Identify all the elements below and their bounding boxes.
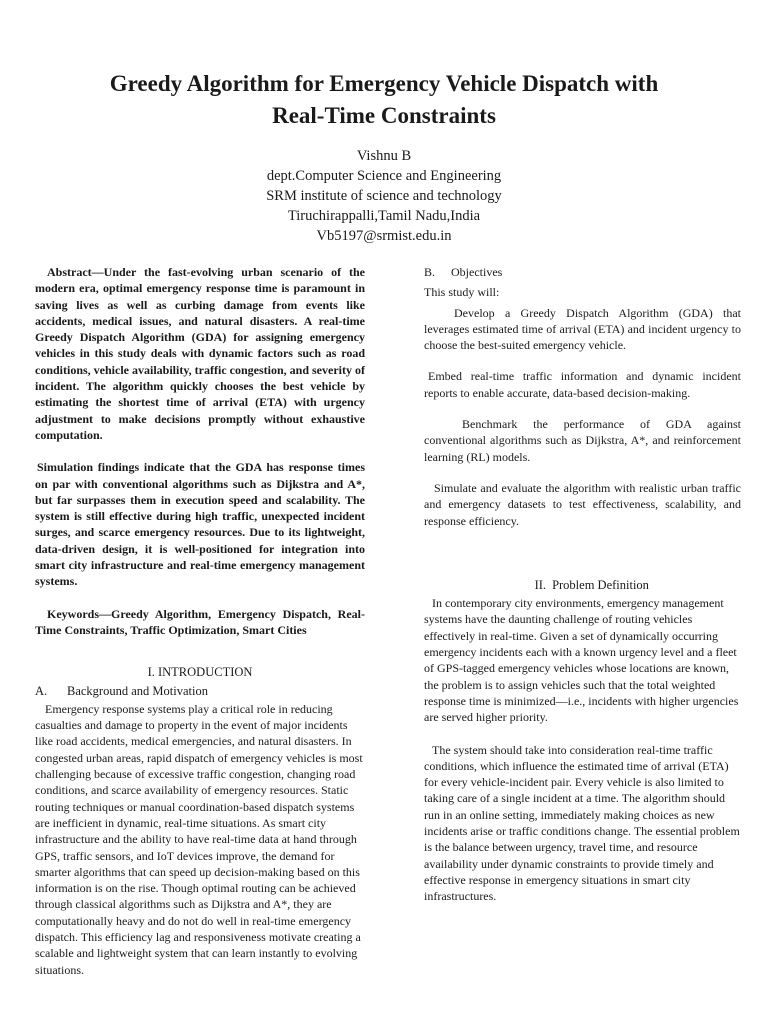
objective-item: Develop a Greedy Dispatch Algorithm (GDA) that leverages estimated time of arrival (ETA) and incident urgency to choose the best-suited emergency vehicle. [424, 305, 741, 353]
title-line-1: Greedy Algorithm for Emergency Vehicle Dispatch with [109, 71, 659, 96]
author-block [0, 146, 768, 246]
section-title: Problem Definition [552, 577, 649, 592]
left-column [35, 264, 365, 978]
objective-item: Benchmark the performance of GDA against conventional algorithms such as Dijkstra, A*, and reinforcement learning (RL) models. [424, 417, 741, 464]
objective-item: Simulate and evaluate the algorithm with realistic urban traffic and emergency datasets to test effectiveness, scalability, and response efficiency. [424, 480, 741, 528]
problem-paragraph-1: In contemporary city environments, emergency management systems have the daunting challenge of routing vehicles effectively in real-time. Given a set of dynamically occurring emergency incidents each with a known urgency level and a fleet of GPS-tagged emergency vehicles whose locations are known, the problem is to assign vehicles such that the total weighted response time is minimized—i.e., incidents with higher urgencies are served higher priority. [424, 596, 739, 725]
subsection-title: Background and Motivation [67, 683, 208, 698]
paper-title [40, 68, 728, 132]
author-name: Vishnu B [356, 148, 412, 164]
subsection-number: A. [35, 683, 48, 698]
subsection-title: Objectives [451, 265, 503, 279]
abstract-paragraph-1: Abstract—Under the fast-evolving urban scenario of the modern era, optimal emergency response time is paramount in saving lives as well as curbing damage from events like accidents, medical issues, and natural disasters. A real-time Greedy Dispatch Algorithm (GDA) for assigning emergency vehicles in this study deals with dynamic factors such as road conditions, vehicle availability, traffic congestion, and severity of incident. The algorithm quickly chooses the best vehicle by estimating the shortest time of arrival (ETA) with urgency adjustment to make decisions promptly without exhaustive computation. [35, 265, 365, 442]
title-line-2: Real-Time Constraints [272, 103, 496, 128]
abstract-paragraph-2: Simulation findings indicate that the GDA has response times on par with conventional algorithms such as Dijkstra and A*, but far surpasses them in execution speed and scalability. The system is still effective during high traffic, unexpected incident surges, and scarce emergency resources. Due to its lightweight, data-driven design, it is well-positioned for integration into smart city infrastructure and real-time emergency management systems. [35, 460, 365, 589]
subsection-heading-objectives [424, 264, 741, 280]
author-dept: dept.Computer Science and Engineering [266, 168, 502, 184]
subsection-number: B. [424, 265, 436, 279]
section-number: II. [534, 577, 547, 592]
section-title: INTRODUCTION [157, 665, 253, 680]
subsection-heading-background [35, 683, 365, 699]
objective-item: Embed real-time traffic information and dynamic incident reports to enable accurate, data-based decision-making. [424, 369, 741, 400]
section-number: I. [147, 665, 155, 680]
problem-paragraph-2: The system should take into consideration real-time traffic conditions, which influence the estimated time of arrival (ETA) for every vehicle-incident pair. Every vehicle is also limited to taking care of a single incident at a time. The algorithm should run in an online setting, immediately making choices as new incidents arise or traffic conditions change. The essential problem is the balance between urgency, travel time, and resource availability under dynamic constraints to provide timely and effective response in emergency situations in smart city infrastructures. [424, 742, 740, 904]
author-institution: SRM institute of science and technology [266, 188, 502, 204]
section-heading-introduction [35, 664, 365, 680]
introduction-paragraph: Emergency response systems play a critical role in reducing casualties and damage to property in the event of major incidents like road accidents, medical emergencies, and natural disasters. In congested urban areas, rapid dispatch of emergency vehicles is most challenging because of excessive traffic congestion, changing road conditions, and scarce availability of emergency resources. Static routing techniques or manual coordination-based dispatch systems are inefficient in dynamic, real-time situations. As smart city infrastructure and the ability to have real-time data at hand through GPS, traffic sensors, and IoT devices improve, the demand for smarter algorithms that can speed up decision-making based on this information is on the rise. Though optimal routing can be achieved through classical algorithms such as Dijkstra and A*, they are computationally heavy and do not do well in real-time emergency dispatch. This efficiency lag and responsiveness motivate creating a scalable and lightweight system that can learn instantly to evolving situations. [35, 701, 363, 977]
author-email: Vb5197@srmist.edu.in [316, 228, 452, 244]
objectives-intro: This study will: [424, 285, 500, 300]
author-location: Tiruchirappalli,Tamil Nadu,India [287, 208, 481, 224]
keywords: Keywords—Greedy Algorithm, Emergency Dispatch, Real-Time Constraints, Traffic Optimization, Smart Cities [35, 606, 365, 637]
right-column [424, 264, 741, 905]
section-heading-problem-definition [424, 577, 741, 593]
